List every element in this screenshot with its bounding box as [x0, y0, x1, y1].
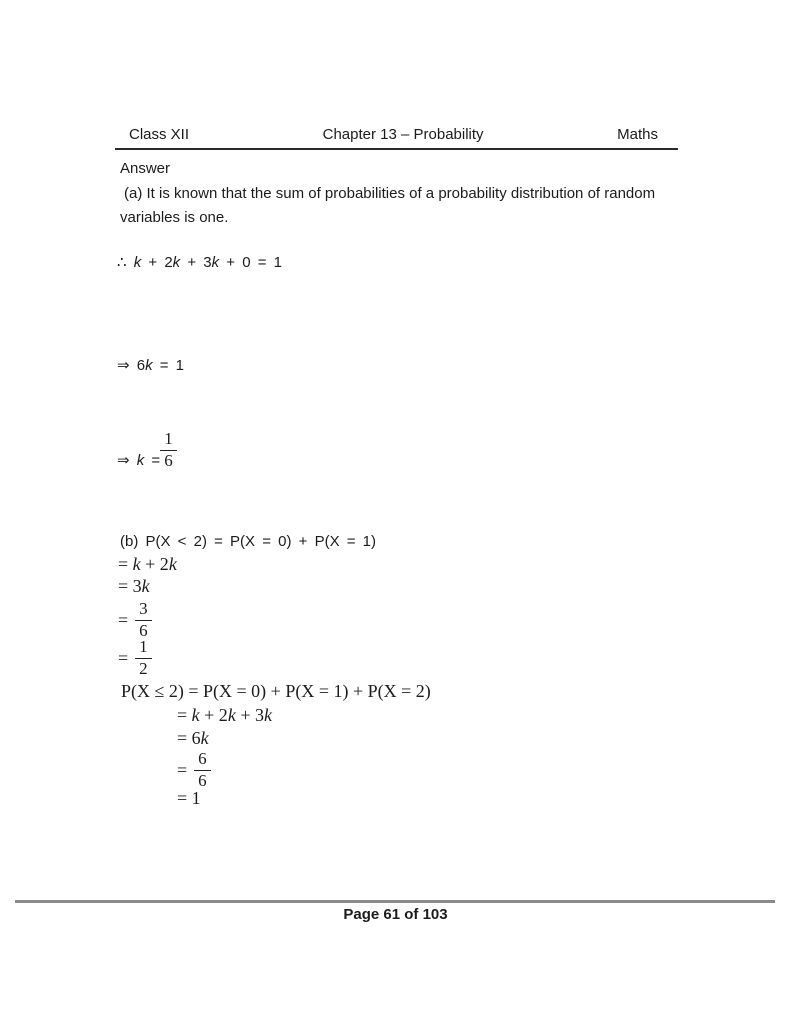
variable-k: k — [211, 254, 220, 271]
variable-k: k — [145, 357, 153, 374]
fraction-one-sixth — [160, 430, 177, 470]
variable-k: k — [191, 705, 200, 725]
equation-sum: ∴ k + 2k + 3k + 0 = 1 — [117, 254, 282, 271]
equation-ple2: P(X ≤ 2) = P(X = 0) + P(X = 1) + P(X = 2) — [121, 681, 431, 701]
fraction-denominator: 6 — [139, 620, 148, 640]
equation-b2: = 3k — [118, 576, 150, 596]
header-class-label: Class XII — [129, 126, 190, 143]
equals-sign: = — [118, 647, 129, 668]
fraction-numerator: 3 — [135, 600, 152, 621]
fraction-one-half — [135, 638, 152, 678]
equation-c3 — [177, 750, 211, 790]
answer-label: Answer — [120, 160, 171, 177]
fraction-numerator: 6 — [194, 750, 211, 771]
variable-k: k — [141, 576, 150, 596]
variable-k: k — [136, 452, 145, 470]
fraction-denominator: 2 — [139, 658, 148, 678]
header-chapter-title: Chapter 13 – Probability — [322, 126, 484, 143]
paragraph-a — [120, 182, 700, 230]
equation-sum-text: ∴ — [117, 254, 134, 271]
fraction-numerator: 1 — [135, 638, 152, 659]
equation-b3 — [118, 600, 152, 640]
part-b-heading: (b) P(X < 2) = P(X = 0) + P(X = 1) — [120, 533, 377, 550]
equation-b1: = k + 2k — [118, 554, 177, 574]
equation-b4 — [118, 638, 152, 678]
variable-k: k — [227, 705, 236, 725]
header-subject-label: Maths — [617, 126, 658, 143]
equation-c1: = k + 2k + 3k — [177, 705, 272, 725]
page-header — [115, 126, 678, 150]
equation-c2: = 6k — [177, 728, 209, 748]
paragraph-a-line1: (a) It is known that the sum of probabilities of a probability distribution of random — [124, 185, 656, 202]
paragraph-a-line2: variables is one. — [120, 209, 229, 226]
equation-k-value: ⇒ k = $\frac{1}{6}$ — [117, 430, 177, 470]
equation-6k: ⇒ 6k = 1 — [117, 357, 185, 374]
fraction-denominator: 6 — [164, 450, 173, 470]
fraction-six-sixths — [194, 750, 211, 790]
variable-k: k — [132, 554, 141, 574]
variable-k: k — [168, 554, 177, 574]
fraction-three-sixths — [135, 600, 152, 640]
variable-k: k — [133, 254, 142, 271]
footer-divider — [15, 900, 775, 903]
equation-c4: = 1 — [177, 788, 201, 808]
equals-sign: = — [177, 759, 188, 780]
variable-k: k — [172, 254, 181, 271]
variable-k: k — [263, 705, 272, 725]
variable-k: k — [200, 728, 209, 748]
fraction-denominator: 6 — [198, 770, 207, 790]
equals-sign: = — [118, 609, 129, 630]
page-number-label: Page 61 of 103 — [343, 906, 448, 923]
fraction-numerator: 1 — [160, 430, 177, 451]
